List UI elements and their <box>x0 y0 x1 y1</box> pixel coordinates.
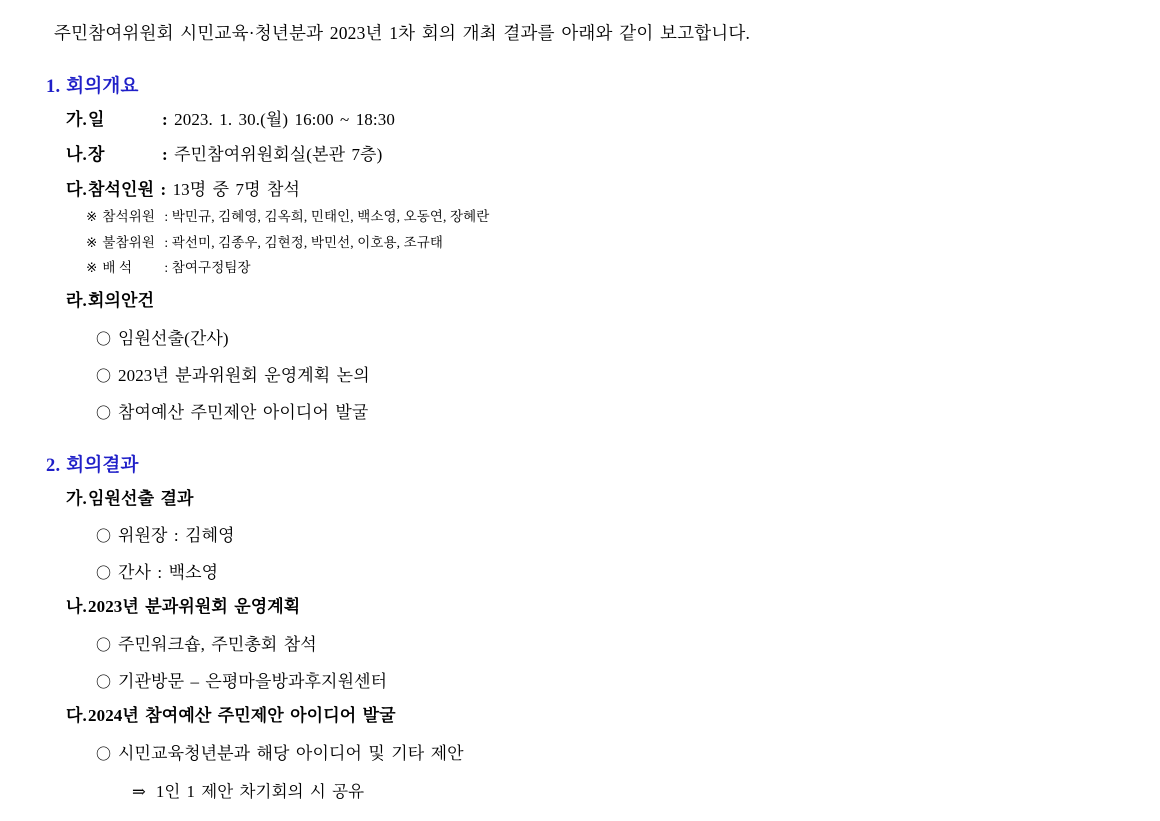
item-marker: 나. <box>66 597 87 617</box>
item-marker: 나. <box>66 144 87 164</box>
circle-bullet-icon: 〇 <box>96 331 112 348</box>
asterisk-icon: ※ <box>86 209 98 225</box>
circle-bullet-icon: 〇 <box>96 566 112 583</box>
item-label: 회의안건 <box>88 290 155 310</box>
list-item <box>96 524 1120 548</box>
asterisk-icon: ※ <box>86 260 98 276</box>
item-value: 주민참여위원회실(본관 7층) <box>174 144 383 164</box>
item-agenda <box>66 289 1120 314</box>
item-idea-discovery <box>66 704 1120 729</box>
note-separator: : <box>164 234 169 250</box>
note-value: 곽선미, 김종우, 김현정, 박민선, 이호용, 조규태 <box>171 234 444 250</box>
item-label: 장 <box>88 144 119 164</box>
item-label: 일 <box>88 110 119 130</box>
list-item <box>96 327 1120 351</box>
item-value: 13명 중 7명 참석 <box>172 179 301 199</box>
item-label: 임원선출 결과 <box>88 488 194 508</box>
note-label: 불참위원 <box>102 234 155 250</box>
note-absentees <box>86 232 1120 254</box>
list-item <box>96 633 1120 657</box>
list-item-label: 주민워크숍, 주민총회 참석 <box>118 634 317 654</box>
note-separator: : <box>164 209 169 225</box>
section-number-2: 2. <box>46 455 61 476</box>
section-title-1: 회의개요 <box>66 77 139 98</box>
circle-bullet-icon: 〇 <box>96 746 112 763</box>
list-item-label: 임원선출(간사) <box>118 328 229 348</box>
circle-bullet-icon: 〇 <box>96 674 112 691</box>
note-value: 박민규, 김혜영, 김옥희, 민태인, 백소영, 오동연, 장혜란 <box>171 209 490 225</box>
item-election-result <box>66 487 1120 512</box>
note-attendees <box>86 206 1120 228</box>
item-separator: : <box>162 144 168 164</box>
item-marker: 다. <box>66 705 87 725</box>
asterisk-icon: ※ <box>86 234 98 250</box>
item-value: 2023. 1. 30.(월) 16:00 ~ 18:30 <box>174 110 395 130</box>
sub-list-item-label: 1인 1 제안 차기회의 시 공유 <box>156 781 365 801</box>
item-separator: : <box>160 179 167 199</box>
item-label: 2024년 참여예산 주민제안 아이디어 발굴 <box>88 705 396 725</box>
circle-bullet-icon: 〇 <box>96 368 112 385</box>
list-item <box>96 364 1120 388</box>
note-value: 참여구정팀장 <box>171 260 251 276</box>
list-item-label: 간사 : 백소영 <box>118 563 219 583</box>
sub-list-item <box>132 780 1120 803</box>
list-item <box>96 742 1120 766</box>
item-marker: 라. <box>66 290 87 310</box>
note-label: 배 석 <box>102 260 133 276</box>
list-item-label: 위원장 : 김혜영 <box>118 526 235 546</box>
list-item-label: 기관방문 – 은평마을방과후지원센터 <box>118 671 388 691</box>
item-meeting-datetime <box>66 108 1120 133</box>
section-heading-2 <box>46 451 1120 477</box>
circle-bullet-icon: 〇 <box>96 405 112 422</box>
item-separator: : <box>162 110 168 130</box>
item-marker: 가. <box>66 110 87 130</box>
item-meeting-place <box>66 143 1120 168</box>
circle-bullet-icon: 〇 <box>96 637 112 654</box>
intro-paragraph: 주민참여위원회 시민교육·청년분과 2023년 1차 회의 개최 결과를 아래와 같이 보고합니다. <box>54 23 751 43</box>
item-marker: 가. <box>66 488 87 508</box>
item-label: 참석인원 <box>88 179 155 199</box>
item-label: 2023년 분과위원회 운영계획 <box>88 597 301 617</box>
section-number-1: 1. <box>46 77 61 98</box>
section-title-2: 회의결과 <box>66 455 139 476</box>
note-separator: : <box>164 260 169 276</box>
list-item-label: 2023년 분과위원회 운영계획 논의 <box>118 365 370 385</box>
list-item-label: 시민교육청년분과 해당 아이디어 및 기타 제안 <box>118 743 464 763</box>
list-item-label: 참여예산 주민제안 아이디어 발굴 <box>118 402 369 422</box>
note-label: 참석위원 <box>102 209 155 225</box>
double-arrow-icon: ⇒ <box>132 781 146 801</box>
section-heading-1 <box>46 72 1120 98</box>
item-marker: 다. <box>66 179 87 199</box>
item-attendance <box>66 178 1120 203</box>
circle-bullet-icon: 〇 <box>96 529 112 546</box>
list-item <box>96 401 1120 425</box>
list-item <box>96 561 1120 585</box>
item-operation-plan <box>66 595 1120 620</box>
list-item <box>96 670 1120 694</box>
note-observer <box>86 257 1120 279</box>
